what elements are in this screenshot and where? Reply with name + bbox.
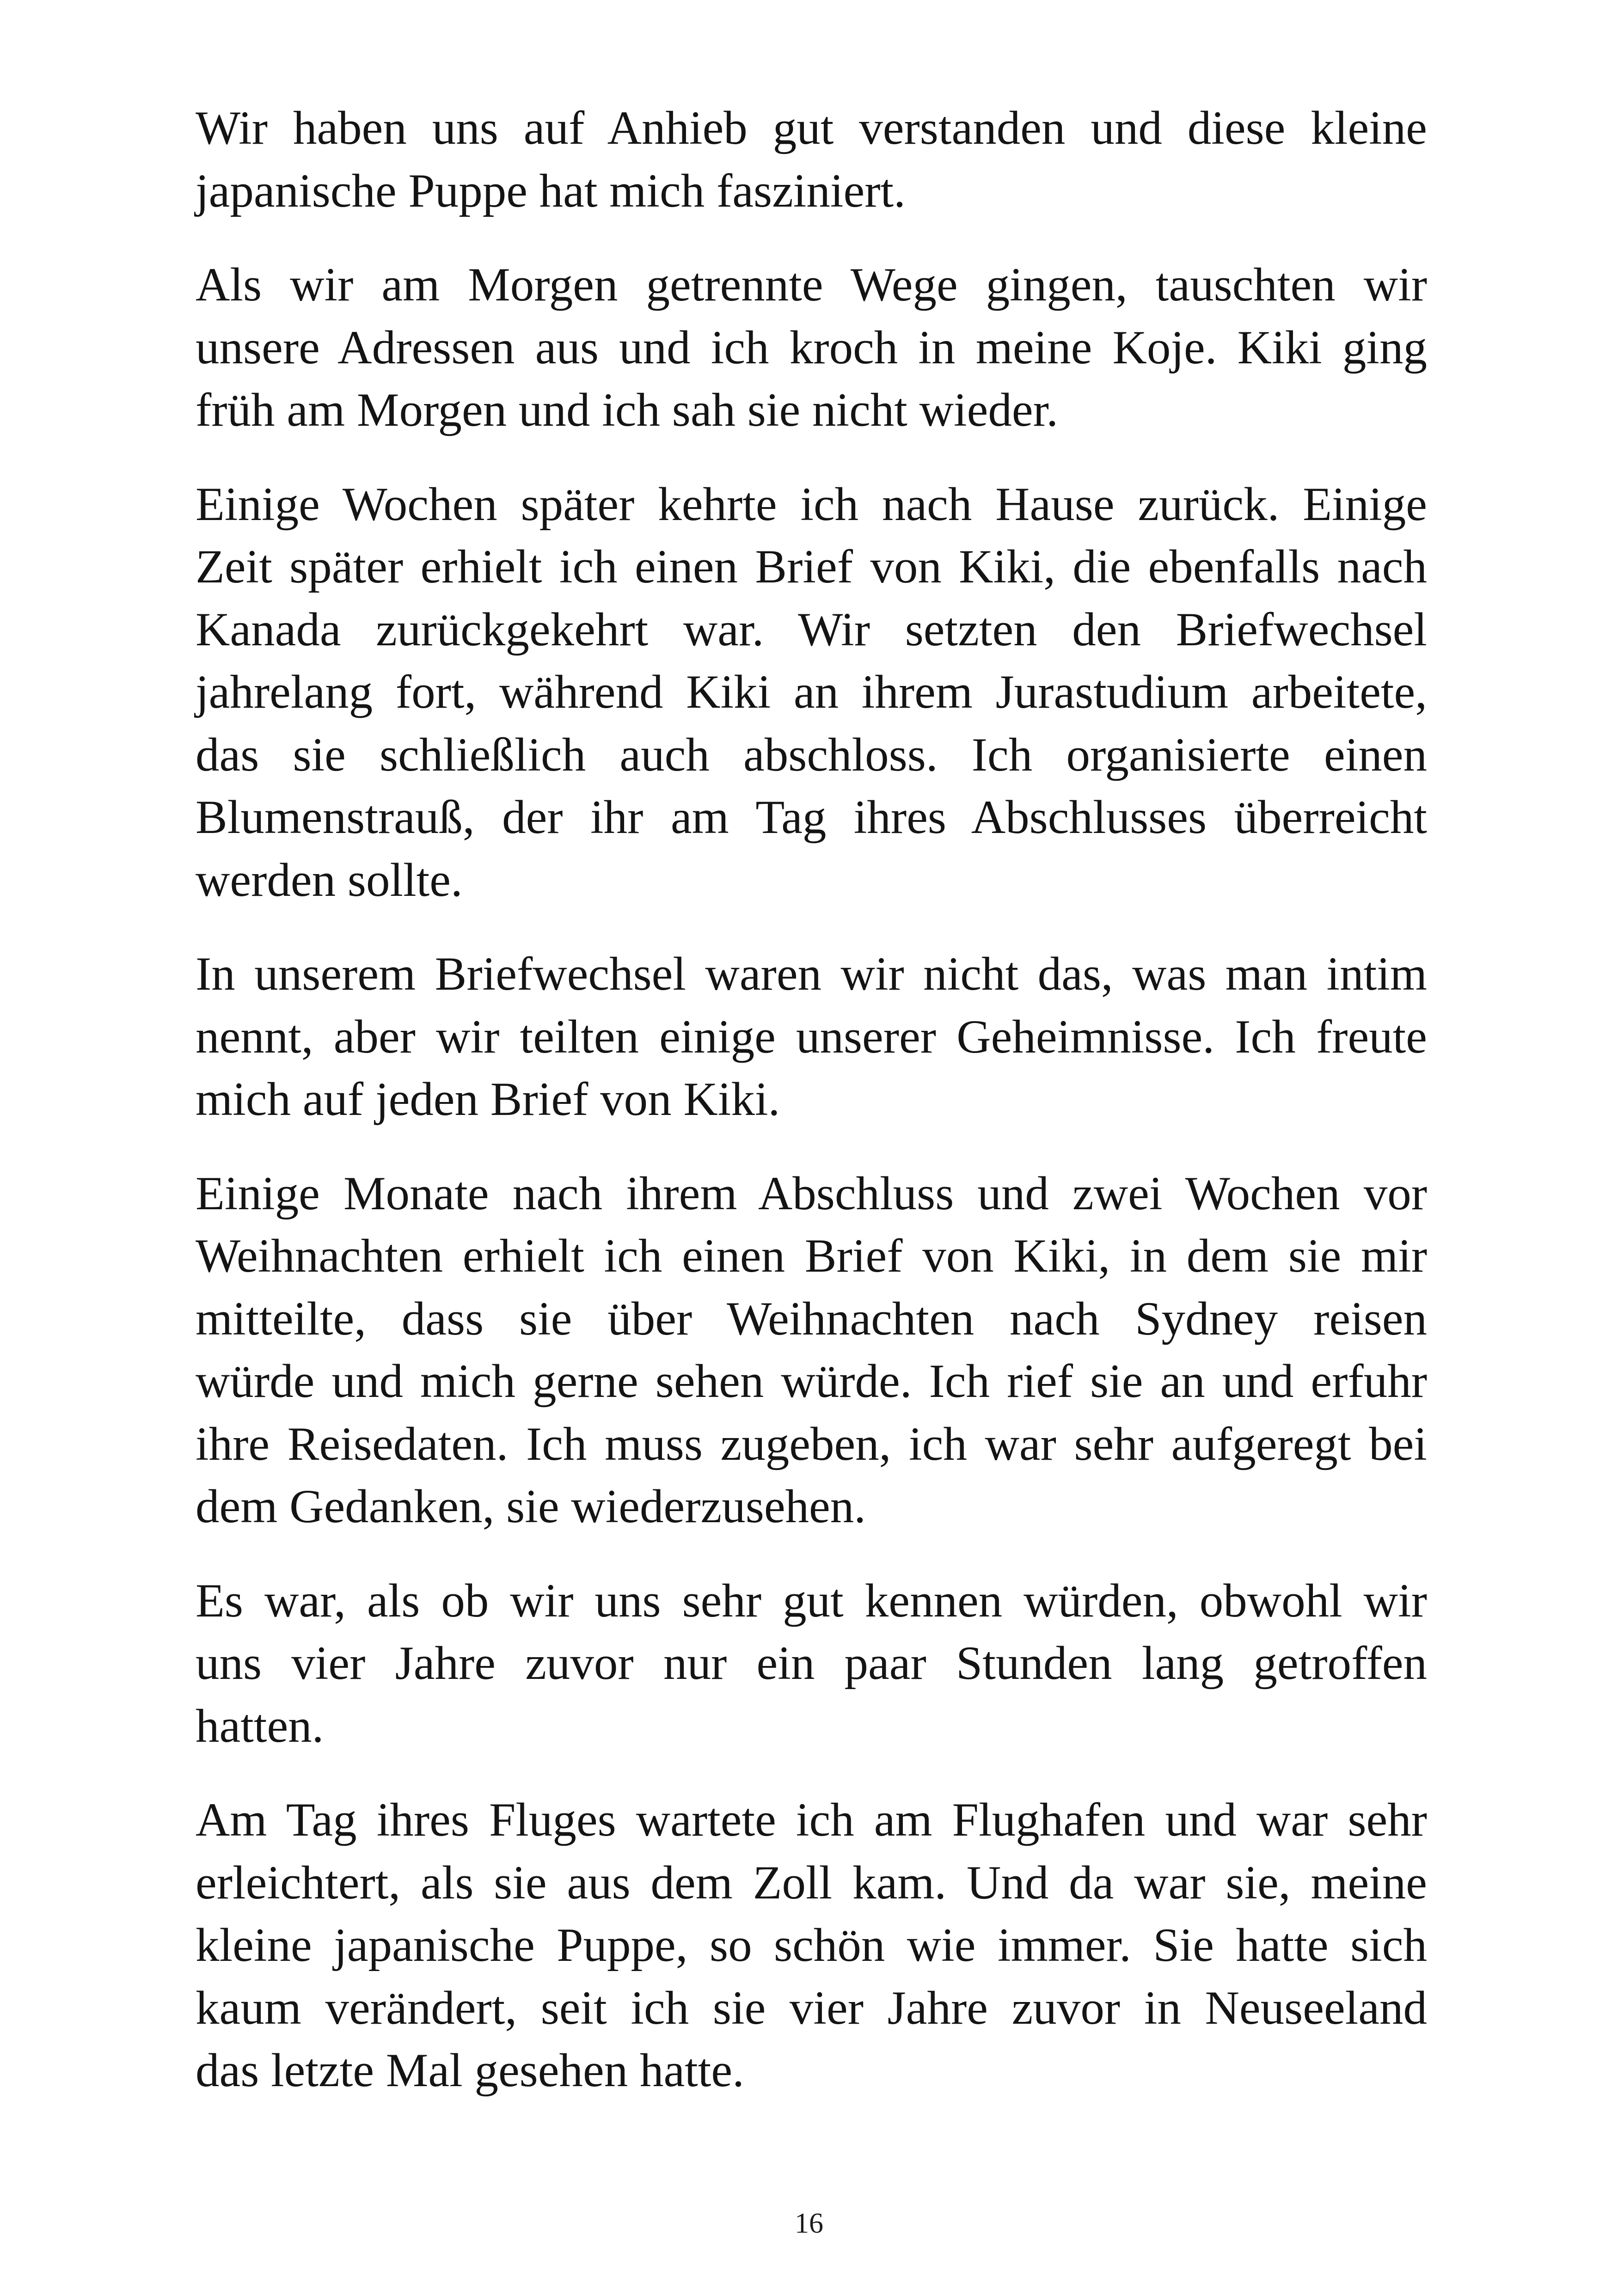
text-line: das letzte Mal gesehen hatte. xyxy=(196,2044,744,2097)
text-line: jahrelang fort, während Kiki an ihrem Jurastudium arbeitete, xyxy=(196,666,1427,718)
text-line: Es war, als ob wir uns sehr gut kennen würden, obwohl wir xyxy=(196,1574,1427,1627)
text-line: Zeit später erhielt ich einen Brief von Kiki, die ebenfalls nach xyxy=(196,540,1427,593)
paragraph xyxy=(196,943,1427,1131)
text-line: uns vier Jahre zuvor nur ein paar Stunden lang getroffen xyxy=(196,1637,1427,1690)
text-line: Weihnachten erhielt ich einen Brief von Kiki, in dem sie mir xyxy=(196,1230,1427,1282)
text-line: erleichtert, als sie aus dem Zoll kam. Und da war sie, meine xyxy=(196,1856,1427,1909)
text-line: das sie schließlich auch abschloss. Ich organisierte einen xyxy=(196,728,1427,781)
text-line: ihre Reisedaten. Ich muss zugeben, ich war sehr aufgeregt bei xyxy=(196,1417,1427,1470)
text-line: japanische Puppe hat mich fasziniert. xyxy=(196,164,906,217)
text-line: Als wir am Morgen getrennte Wege gingen, tauschten wir xyxy=(196,258,1427,311)
paragraph xyxy=(196,254,1427,442)
text-line: Blumenstrauß, der ihr am Tag ihres Abschlusses überreicht xyxy=(196,791,1427,844)
text-line: Einige Monate nach ihrem Abschluss und zwei Wochen vor xyxy=(196,1167,1427,1220)
text-line: Einige Wochen später kehrte ich nach Hause zurück. Einige xyxy=(196,478,1427,531)
text-line: mich auf jeden Brief von Kiki. xyxy=(196,1073,780,1126)
text-line: früh am Morgen und ich sah sie nicht wieder. xyxy=(196,384,1058,436)
text-line: dem Gedanken, sie wiederzusehen. xyxy=(196,1480,866,1533)
paragraph xyxy=(196,473,1427,912)
paragraph xyxy=(196,1163,1427,1538)
text-line: Wir haben uns auf Anhieb gut verstanden und diese kleine xyxy=(196,102,1427,154)
paragraph xyxy=(196,1570,1427,1758)
text-line: In unserem Briefwechsel waren wir nicht das, was man intim xyxy=(196,948,1427,1000)
body-text xyxy=(196,97,1427,2102)
text-line: Am Tag ihres Fluges wartete ich am Flughafen und war sehr xyxy=(196,1794,1427,1846)
text-line: würde und mich gerne sehen würde. Ich rief sie an und erfuhr xyxy=(196,1355,1427,1408)
text-line: kleine japanische Puppe, so schön wie immer. Sie hatte sich xyxy=(196,1919,1427,1971)
text-line: hatten. xyxy=(196,1699,324,1752)
paragraph xyxy=(196,1789,1427,2102)
text-line: nennt, aber wir teilten einige unserer Geheimnisse. Ich freute xyxy=(196,1010,1427,1063)
text-line: mitteilte, dass sie über Weihnachten nach Sydney reisen xyxy=(196,1292,1427,1345)
text-line: unsere Adressen aus und ich kroch in meine Koje. Kiki ging xyxy=(196,321,1427,374)
text-line: werden sollte. xyxy=(196,853,463,906)
text-line: Kanada zurückgekehrt war. Wir setzten den Briefwechsel xyxy=(196,603,1427,656)
page-number: 16 xyxy=(795,2208,823,2239)
text-line: kaum verändert, seit ich sie vier Jahre zuvor in Neuseeland xyxy=(196,1981,1427,2034)
paragraph xyxy=(196,97,1427,222)
